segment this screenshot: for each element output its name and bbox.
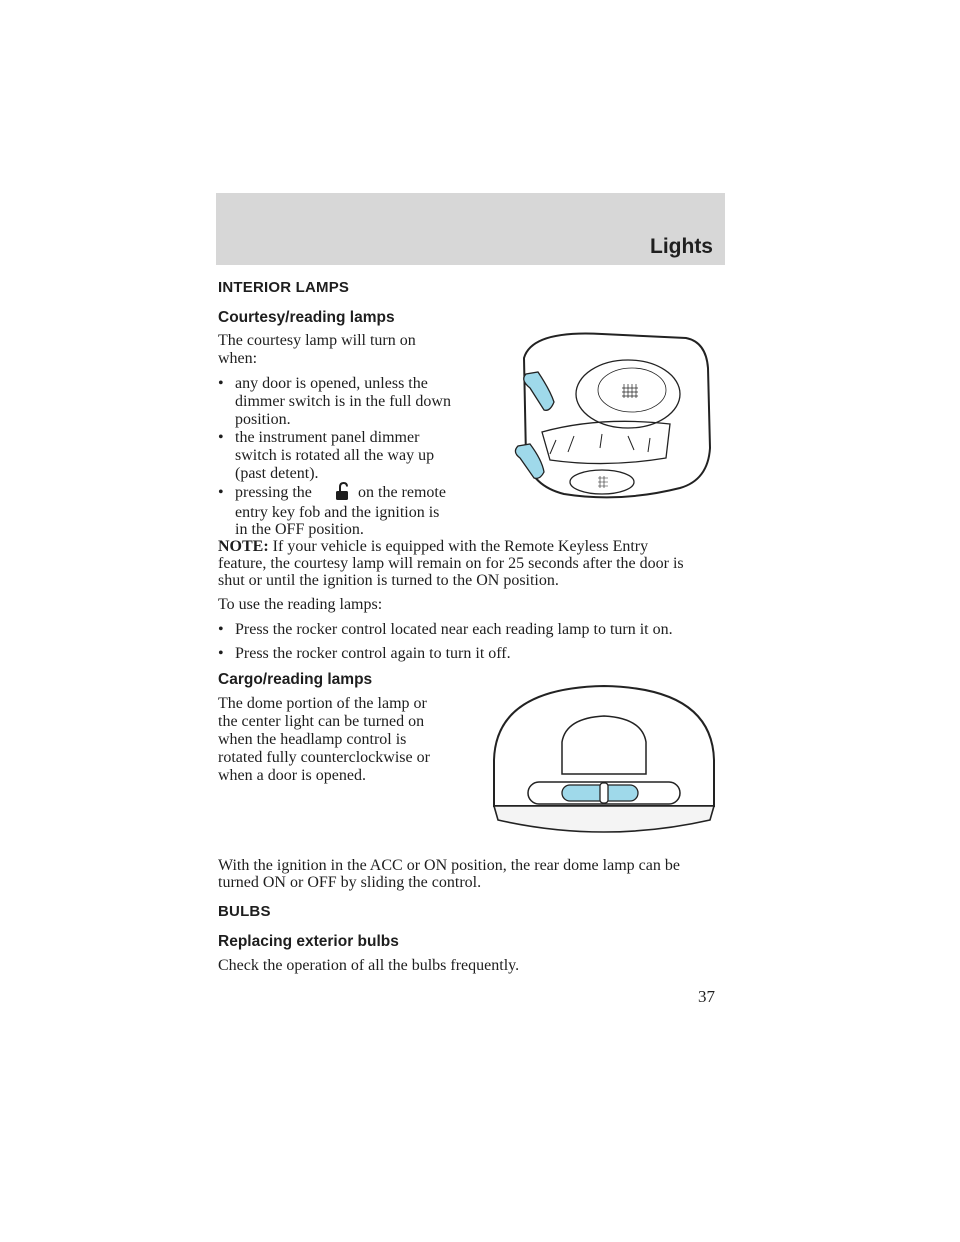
bullet-line: Press the rocker control again to turn it off.: [235, 645, 511, 662]
cargo-heading: Cargo/reading lamps: [218, 671, 373, 688]
bullet-line: switch is rotated all the way up: [235, 447, 435, 464]
reading-intro: To use the reading lamps:: [218, 596, 383, 613]
cargo-lamp-illustration: [490, 682, 718, 844]
bullet-line: dimmer switch is in the full down: [235, 393, 451, 410]
replacing-heading: Replacing exterior bulbs: [218, 933, 399, 950]
bullet-dot: •: [218, 621, 224, 638]
note-line-1: If your vehicle is equipped with the Remote Keyless Entry: [272, 538, 649, 555]
interior-lamps-heading: INTERIOR LAMPS: [218, 279, 350, 296]
cargo-line-1: The dome portion of the lamp or: [218, 695, 427, 712]
bullet-line: in the OFF position.: [235, 521, 364, 538]
bullet-line: entry key fob and the ignition is: [235, 504, 440, 521]
page-number: 37: [698, 987, 715, 1006]
note-paragraph: [218, 538, 648, 556]
bullet-line: (past detent).: [235, 465, 319, 482]
note-line-2: feature, the courtesy lamp will remain on for 25 seconds after the door is: [218, 555, 684, 572]
bullet-dot: •: [218, 484, 224, 501]
cargo-line-2: the center light can be turned on: [218, 713, 425, 730]
replacing-text: Check the operation of all the bulbs frequently.: [218, 957, 520, 974]
courtesy-intro-line-2: when:: [218, 350, 258, 367]
bullet-dot: •: [218, 645, 224, 662]
ignition-line-1: With the ignition in the ACC or ON position, the rear dome lamp can be: [218, 857, 680, 874]
bullet-dot: •: [218, 375, 224, 392]
bullet-line: the instrument panel dimmer: [235, 429, 420, 446]
courtesy-heading: Courtesy/reading lamps: [218, 309, 395, 326]
section-title: Lights: [650, 235, 713, 258]
overhead-console-illustration: [510, 328, 722, 504]
header-band: [216, 193, 725, 265]
cargo-line-5: when a door is opened.: [218, 767, 366, 784]
bullet-line: Press the rocker control located near each reading lamp to turn it on.: [235, 621, 673, 638]
bullet-line: pressing the: [235, 484, 312, 501]
note-line-3: shut or until the ignition is turned to the ON position.: [218, 572, 559, 589]
ignition-line-2: turned ON or OFF by sliding the control.: [218, 874, 482, 891]
bullet-line: on the remote: [358, 484, 446, 501]
cargo-line-4: rotated fully counterclockwise or: [218, 749, 430, 766]
bullet-line: any door is opened, unless the: [235, 375, 428, 392]
courtesy-intro-line-1: The courtesy lamp will turn on: [218, 332, 416, 349]
bulbs-heading: BULBS: [218, 903, 271, 920]
note-label: NOTE:: [218, 538, 269, 555]
bullet-line: position.: [235, 411, 291, 428]
cargo-line-3: when the headlamp control is: [218, 731, 407, 748]
bullet-dot: •: [218, 429, 224, 446]
